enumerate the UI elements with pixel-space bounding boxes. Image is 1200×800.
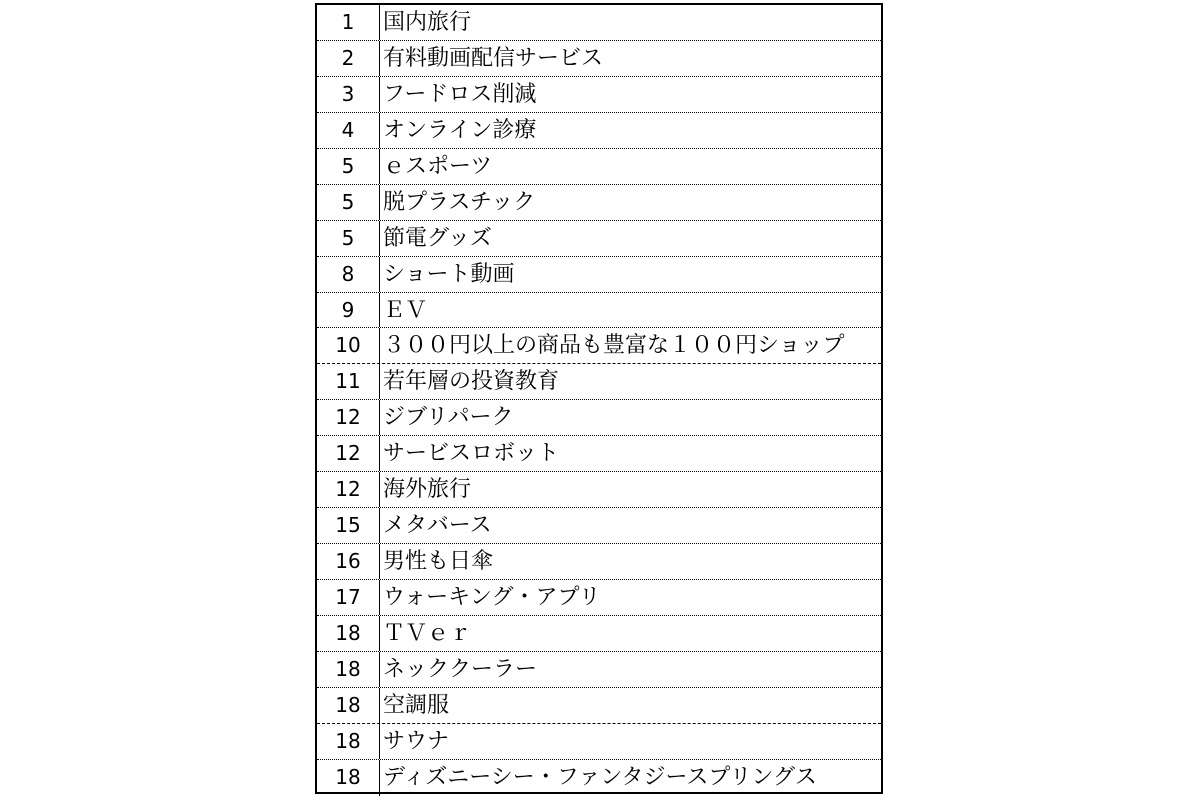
item-cell: ショート動画	[383, 261, 515, 287]
table-row	[317, 616, 881, 652]
table-row	[317, 5, 881, 41]
item-cell: オンライン診療	[383, 117, 537, 143]
rank-cell: 8	[317, 257, 380, 292]
item-cell: ＴＶｅｒ	[383, 620, 472, 646]
item-cell: 有料動画配信サービス	[383, 45, 604, 71]
rank-cell: 11	[317, 364, 380, 399]
item-cell: 国内旅行	[383, 10, 472, 35]
rank-cell: 5	[317, 221, 380, 256]
item-cell: 脱プラスチック	[383, 189, 536, 215]
rank-cell: 1	[317, 5, 380, 40]
table-row	[317, 364, 881, 400]
rank-cell: 10	[317, 328, 380, 363]
rank-cell: 18	[317, 652, 380, 687]
rank-cell: 5	[317, 185, 380, 220]
item-cell: サービスロボット	[383, 441, 560, 467]
item-cell: 海外旅行	[383, 477, 472, 503]
item-cell: ディズニーシー・ファンタジースプリングス	[383, 764, 817, 790]
table-row	[317, 508, 881, 544]
ranking-table	[315, 3, 883, 794]
table-row	[317, 257, 881, 293]
table-row	[317, 436, 881, 472]
table-row	[317, 472, 881, 508]
table-row	[317, 724, 881, 760]
rank-cell: 15	[317, 508, 380, 543]
item-cell: 節電グッズ	[383, 225, 492, 251]
rank-cell: 18	[317, 760, 380, 796]
table-row	[317, 185, 881, 221]
table-row	[317, 77, 881, 113]
table-row	[317, 328, 881, 364]
item-cell: 男性も日傘	[383, 549, 494, 575]
rank-cell: 18	[317, 724, 380, 759]
rank-cell: 2	[317, 41, 380, 76]
rank-cell: 18	[317, 688, 380, 723]
table-row	[317, 760, 881, 796]
item-cell: メタバース	[383, 513, 492, 539]
item-cell: ＥＶ	[383, 297, 428, 323]
item-cell: フードロス削減	[383, 81, 537, 107]
table-row	[317, 580, 881, 616]
table-row	[317, 544, 881, 580]
table-row	[317, 652, 881, 688]
table-row	[317, 400, 881, 436]
table-row	[317, 149, 881, 185]
rank-cell: 17	[317, 580, 380, 615]
table-row	[317, 293, 881, 329]
item-cell: ジブリパーク	[383, 405, 514, 431]
item-cell: サウナ	[383, 728, 450, 754]
table-row	[317, 113, 881, 149]
item-cell: ３００円以上の商品も豊富な１００円ショップ	[383, 333, 845, 359]
table-row	[317, 688, 881, 724]
rank-cell: 12	[317, 472, 380, 507]
rank-cell: 5	[317, 149, 380, 184]
item-cell: 若年層の投資教育	[383, 369, 560, 395]
rank-cell: 3	[317, 77, 380, 112]
rank-cell: 9	[317, 293, 380, 328]
table-row	[317, 221, 881, 257]
rank-cell: 4	[317, 113, 380, 148]
item-cell: ネッククーラー	[383, 656, 538, 682]
item-cell: ｅスポーツ	[383, 153, 493, 179]
rank-cell: 12	[317, 400, 380, 435]
table-row	[317, 41, 881, 77]
rank-cell: 18	[317, 616, 380, 651]
item-cell: 空調服	[383, 692, 450, 718]
rank-cell: 16	[317, 544, 380, 579]
item-cell: ウォーキング・アプリ	[383, 585, 601, 610]
rank-cell: 12	[317, 436, 380, 471]
